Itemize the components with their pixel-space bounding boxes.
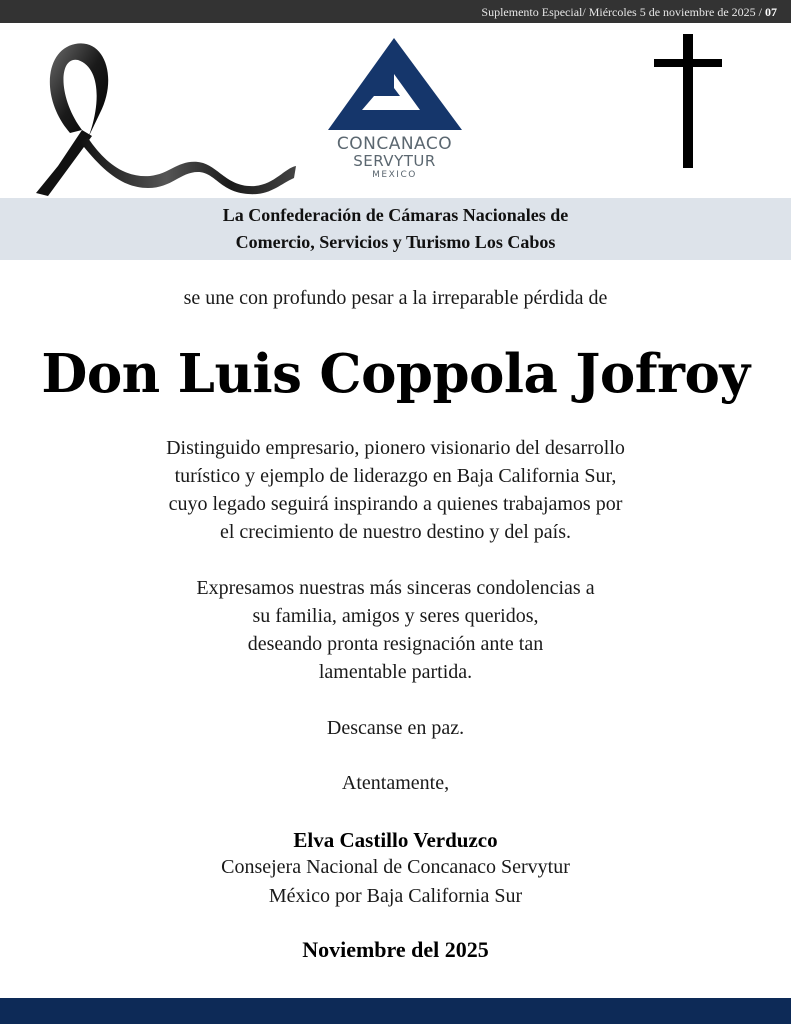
paragraph1-line: el crecimiento de nuestro destino y del país. (219, 521, 571, 543)
top-header-bar (0, 0, 791, 23)
cross-icon (650, 34, 726, 168)
closing-text: Atentamente, (341, 772, 450, 794)
organization-name-line2: Comercio, Servicios y Turismo Los Cabos (235, 232, 556, 252)
paragraph1-line: cuyo legado seguirá inspirando a quienes trabajamos por (168, 493, 623, 515)
logo-text-line3: MEXICO (372, 170, 417, 180)
signer-title-line1: Consejera Nacional de Concanaco Servytur (221, 856, 570, 878)
deceased-name: Don Luis Coppola Jofroy (41, 343, 750, 405)
paragraph1-line: turístico y ejemplo de liderazgo en Baja California Sur, (174, 465, 617, 487)
concanaco-logo (322, 34, 467, 184)
signer-title-line2: México por Baja California Sur (268, 885, 523, 907)
intro-text: se une con profundo pesar a la irreparable pérdida de (183, 287, 608, 309)
notice-date: Noviembre del 2025 (302, 937, 489, 962)
paragraph2-line: su familia, amigos y seres queridos, (252, 605, 539, 627)
page-number: 07 (765, 5, 777, 19)
paragraph2-line: deseando pronta resignación ante tan (247, 633, 544, 655)
rest-in-peace-text: Descanse en paz. (326, 717, 465, 739)
paragraph2-line: Expresamos nuestras más sinceras condolencias a (196, 577, 595, 599)
supplement-header (481, 5, 777, 20)
footer-bar (0, 998, 791, 1024)
logo-text-line1: CONCANACO (336, 134, 453, 154)
organization-name-line1: La Confederación de Cámaras Nacionales de (222, 205, 569, 225)
concanaco-logo-mark (322, 34, 467, 134)
supplement-text: Suplemento Especial/ Miércoles 5 de noviembre de 2025 / (481, 5, 762, 19)
mourning-ribbon-icon (30, 38, 300, 198)
paragraph2-line: lamentable partida. (318, 661, 473, 683)
signer-name: Elva Castillo Verduzco (293, 828, 498, 852)
paragraph1-line: Distinguido empresario, pionero visionario del desarrollo (166, 437, 625, 459)
logo-text-line2: SERVYTUR (353, 152, 436, 170)
